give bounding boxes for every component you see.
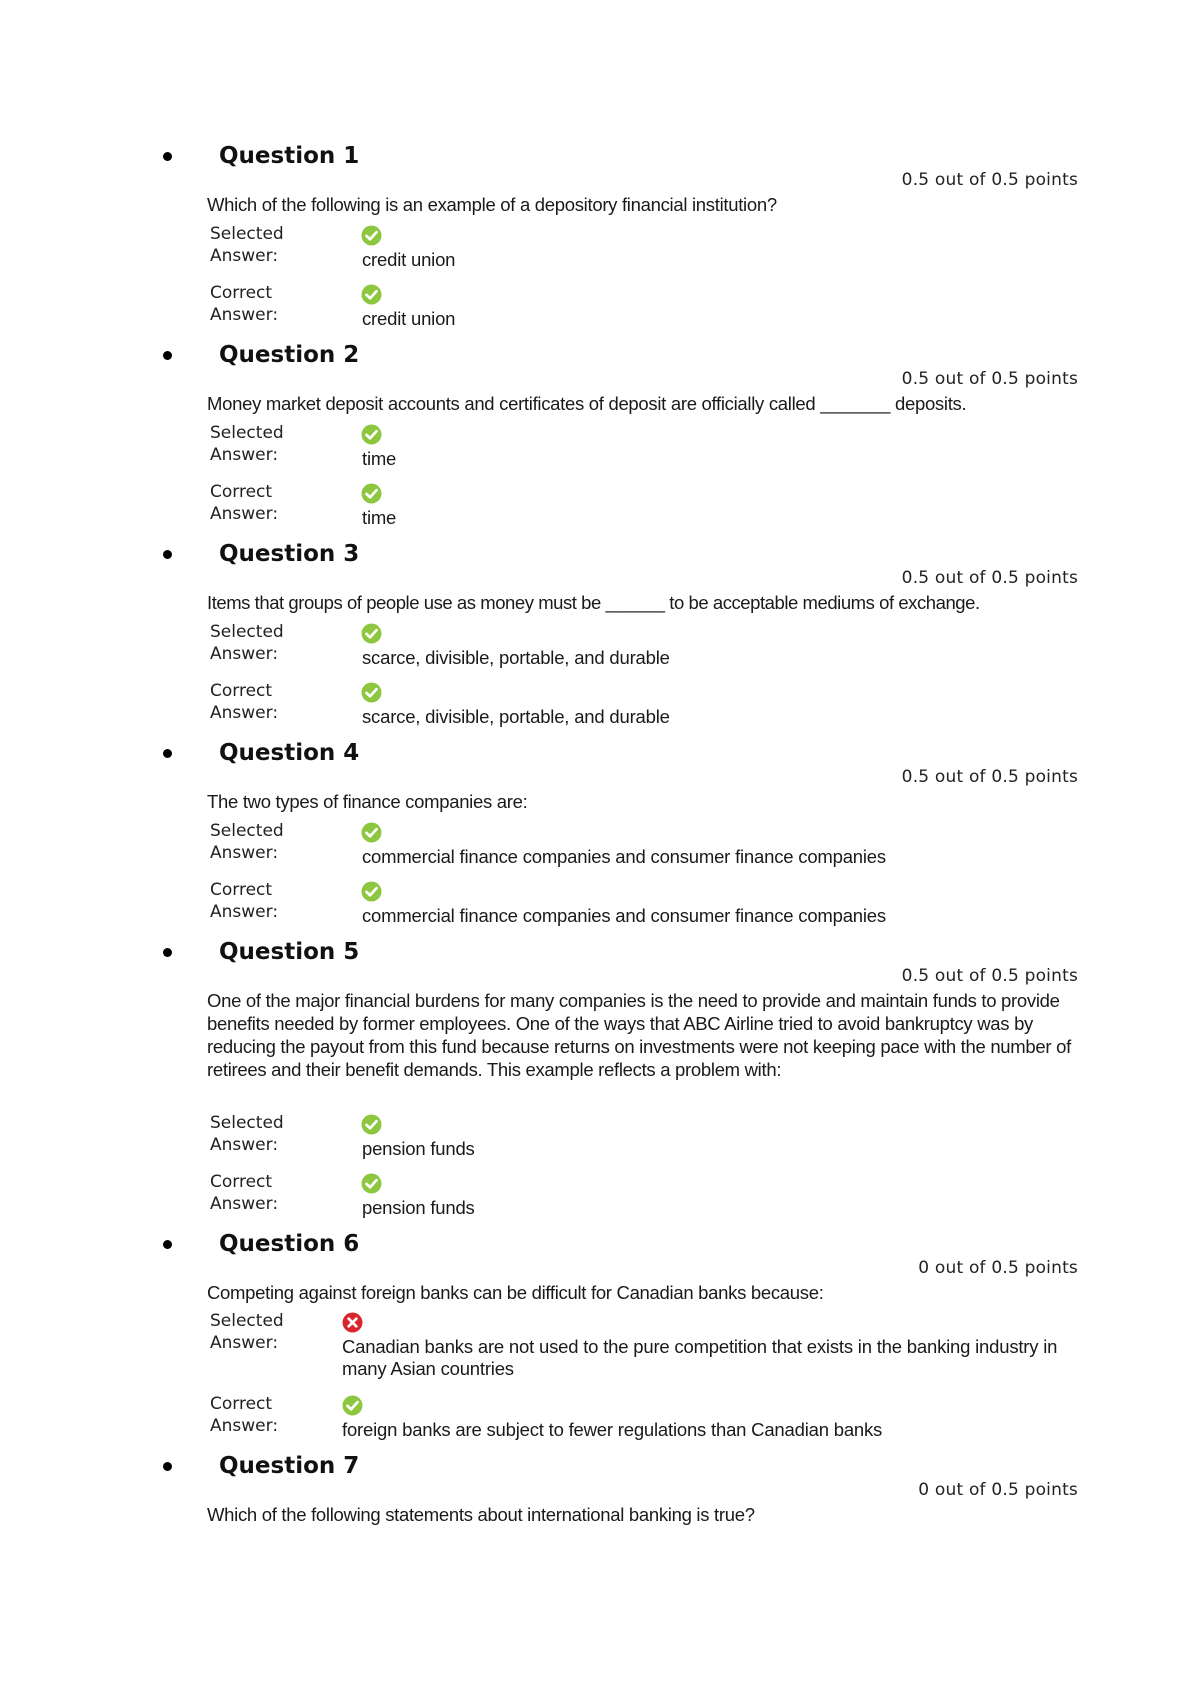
- check-icon: [361, 225, 382, 246]
- check-icon: [361, 424, 382, 445]
- x-icon: [342, 1312, 363, 1333]
- check-icon: [361, 881, 382, 902]
- correct-answer-label: Correct Answer:: [210, 1394, 279, 1436]
- question-text: Competing against foreign banks can be difficult for Canadian banks because:: [207, 1282, 824, 1303]
- selected-answer-text: scarce, divisible, portable, and durable: [362, 647, 670, 668]
- question-points: 0.5 out of 0.5 points: [901, 568, 1078, 588]
- check-icon: [361, 623, 382, 644]
- question-text: One of the major financial burdens for many companies is the need to provide and maintain funds to provide benefits needed by former employees. One of the ways that ABC Airline tried to avoid bankruptcy was by reducing the payout from this fund because returns on investments were not keeping pace with the number of retirees and their benefit demands. This example reflects a problem with:: [207, 990, 1071, 1080]
- question-text: Money market deposit accounts and certificates of deposit are officially called _______ deposits.: [207, 393, 967, 414]
- selected-answer-label: Selected Answer:: [210, 423, 284, 465]
- question-title: Question 5: [219, 939, 360, 965]
- question-title: Question 6: [219, 1231, 360, 1257]
- question-points: 0.5 out of 0.5 points: [901, 966, 1078, 986]
- check-icon: [342, 1395, 363, 1416]
- bullet-icon: [163, 550, 172, 559]
- question-points: 0.5 out of 0.5 points: [901, 170, 1078, 190]
- question-points: 0 out of 0.5 points: [918, 1258, 1078, 1278]
- bullet-icon: [163, 1240, 172, 1249]
- selected-answer-label: Selected Answer:: [210, 1113, 284, 1155]
- bullet-icon: [163, 749, 172, 758]
- selected-answer-text: commercial finance companies and consumer finance companies: [362, 846, 886, 867]
- correct-answer-text: commercial finance companies and consumer finance companies: [362, 905, 886, 926]
- correct-answer-label: Correct Answer:: [210, 482, 279, 524]
- bullet-icon: [163, 1462, 172, 1471]
- selected-answer-label: Selected Answer:: [210, 224, 284, 266]
- check-icon: [361, 822, 382, 843]
- correct-answer-label: Correct Answer:: [210, 681, 279, 723]
- correct-answer-label: Correct Answer:: [210, 880, 279, 922]
- correct-answer-label: Correct Answer:: [210, 1172, 279, 1214]
- question-title: Question 2: [219, 342, 360, 368]
- question-text: The two types of finance companies are:: [207, 791, 528, 812]
- correct-answer-text: credit union: [362, 308, 456, 329]
- check-icon: [361, 1114, 382, 1135]
- correct-answer-text: foreign banks are subject to fewer regulations than Canadian banks: [342, 1419, 883, 1440]
- check-icon: [361, 1173, 382, 1194]
- correct-answer-label: Correct Answer:: [210, 283, 279, 325]
- question-text: Which of the following is an example of a depository financial institution?: [207, 194, 777, 215]
- bullet-icon: [163, 351, 172, 360]
- correct-answer-text: time: [362, 507, 397, 528]
- selected-answer-text: Canadian banks are not used to the pure competition that exists in the banking industry in many Asian countries: [342, 1336, 1058, 1379]
- selected-answer-label: Selected Answer:: [210, 622, 284, 664]
- question-text: Items that groups of people use as money must be ______ to be acceptable mediums of exchange.: [207, 592, 980, 613]
- selected-answer-text: credit union: [362, 249, 456, 270]
- question-title: Question 1: [219, 143, 360, 169]
- check-icon: [361, 682, 382, 703]
- question-text: Which of the following statements about international banking is true?: [207, 1504, 755, 1525]
- check-icon: [361, 483, 382, 504]
- bullet-icon: [163, 948, 172, 957]
- question-title: Question 3: [219, 541, 360, 567]
- selected-answer-text: time: [362, 448, 397, 469]
- question-points: 0.5 out of 0.5 points: [901, 369, 1078, 389]
- bullet-icon: [163, 152, 172, 161]
- correct-answer-text: pension funds: [362, 1197, 475, 1218]
- selected-answer-text: pension funds: [362, 1138, 475, 1159]
- question-points: 0.5 out of 0.5 points: [901, 767, 1078, 787]
- selected-answer-label: Selected Answer:: [210, 1311, 284, 1353]
- selected-answer-label: Selected Answer:: [210, 821, 284, 863]
- question-points: 0 out of 0.5 points: [918, 1480, 1078, 1500]
- check-icon: [361, 284, 382, 305]
- question-title: Question 7: [219, 1453, 360, 1479]
- question-title: Question 4: [219, 740, 360, 766]
- correct-answer-text: scarce, divisible, portable, and durable: [362, 706, 670, 727]
